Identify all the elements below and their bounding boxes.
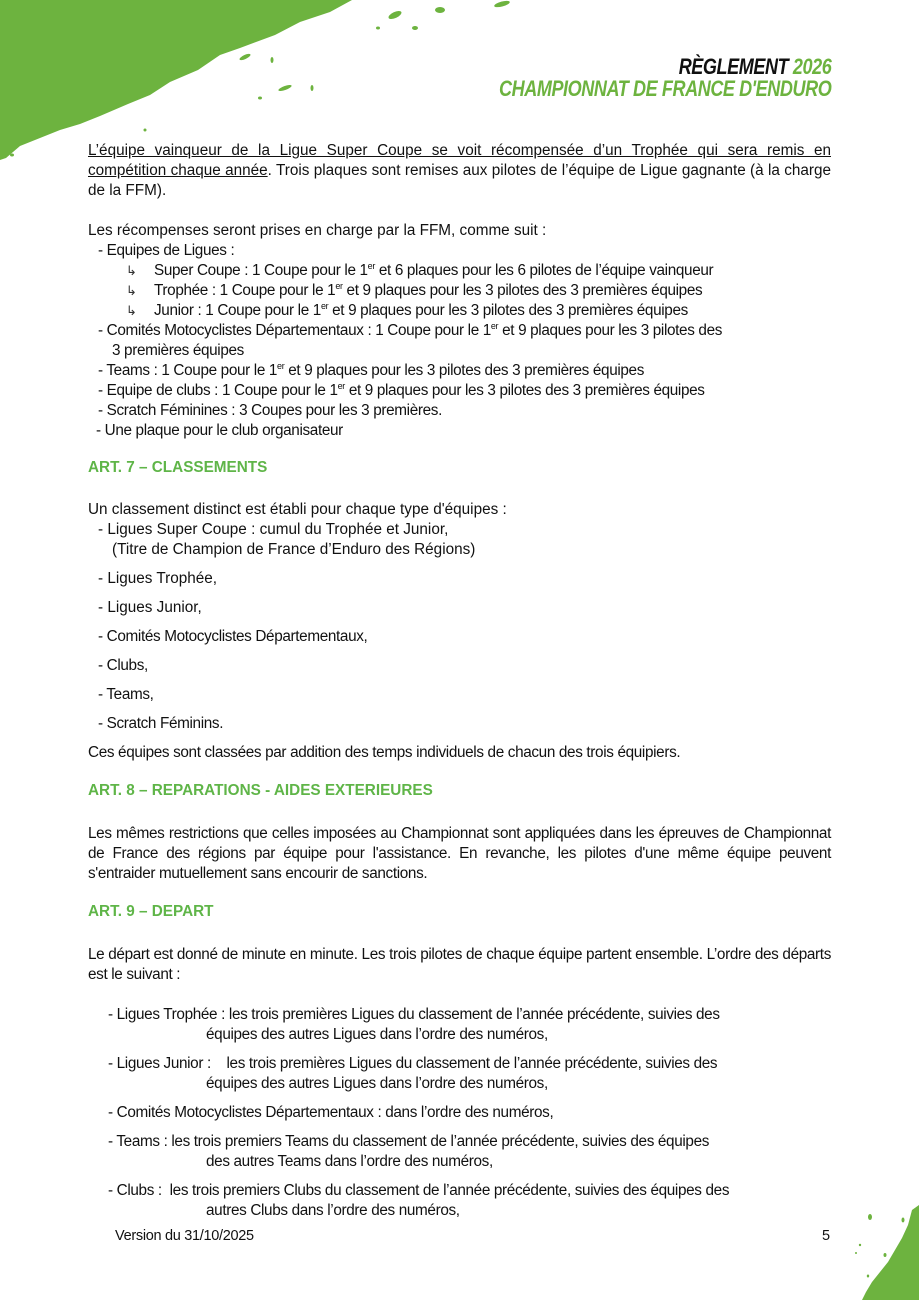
art7-item: - Clubs, [98,657,148,674]
hooked-arrow-icon: ↳ [126,283,137,298]
intro-paragraph [88,141,831,201]
footer-version: Version du 31/10/2025 [115,1228,254,1244]
art8-heading: ART. 8 – REPARATIONS - AIDES EXTERIEURES [88,782,433,799]
intro-rest: . Trois plaques sont remises aux pilotes de l’équipe de Ligue gagnante (à la charge de la FFM). [88,162,832,199]
hooked-arrow-icon: ↳ [126,303,137,318]
document-body [88,141,831,1221]
rewards-clubs: - Equipe de clubs : 1 Coupe pour le 1er et 9 plaques pour les 3 pilotes des 3 premières équipes [98,381,705,399]
art7-item: - Ligues Super Coupe : cumul du Trophée et Junior, [98,521,449,538]
art7-lead: Un classement distinct est établi pour chaque type d'équipes : [88,501,507,518]
art7-item: - Teams, [98,686,154,703]
art7-closing: Ces équipes sont classées par addition des temps individuels de chacun des trois équipiers. [88,744,681,761]
start-order-item: - Ligues Junior : les trois premières Ligues du classement de l’année précédente, suivies des équipes des autres Ligues dans l’ordre des numéros, [108,1055,718,1092]
art7-item: - Scratch Féminins. [98,715,224,732]
art7-item: - Comités Motocyclistes Départementaux, [98,628,368,645]
rewards-feminines: - Scratch Féminines : 3 Coupes pour les 3 premières. [98,402,442,419]
rewards-comites-cont: 3 premières équipes [112,342,244,359]
start-order-item: - Ligues Trophée : les trois premières Ligues du classement de l’année précédente, suivies des équipes des autres Ligues dans l’ordre des numéros, [108,1006,720,1043]
rewards-lead: Les récompenses seront prises en charge par la FFM, comme suit : [88,222,547,239]
art7-item-cont: (Titre de Champion de France d’Enduro des Régions) [112,541,476,558]
art8-body: Les mêmes restrictions que celles imposées au Championnat sont appliquées dans les épreuves de Championnat de France des régions par équipe pour l'assistance. En revanche, les pilotes d'une même équipe peuvent s'entraider mutuellement sans encourir de sanctions. [88,825,831,882]
rewards-organisateur: - Une plaque pour le club organisateur [96,422,343,439]
rewards-ligues-item: ↳ Super Coupe : 1 Coupe pour le 1er et 6 plaques pour les 6 pilotes de l’équipe vainqueur [126,261,714,279]
footer-page-number: 5 [822,1228,831,1244]
art9-heading: ART. 9 – DEPART [88,903,214,920]
rewards-teams: - Teams : 1 Coupe pour le 1er et 9 plaques pour les 3 pilotes des 3 premières équipes [98,361,645,379]
rewards-ligues-item: ↳ Junior : 1 Coupe pour le 1er et 9 plaques pour les 3 pilotes des 3 premières équipes [126,301,688,319]
green-splash-bottom-right [840,1200,919,1300]
rewards-ligues-item: ↳ Trophée : 1 Coupe pour le 1er et 9 plaques pour les 3 pilotes des 3 premières équipes [126,281,703,299]
art9-body: Le départ est donné de minute en minute. Les trois pilotes de chaque équipe partent ensemble. L’ordre des départs est le suivant : [88,946,831,983]
document-header-title [499,56,831,100]
art7-item: - Ligues Trophée, [98,570,218,587]
header-reglement: RÈGLEMENT [678,54,788,79]
rewards-ligues-label: - Equipes de Ligues : [98,242,235,259]
art7-item: - Ligues Junior, [98,599,202,616]
art7-heading: ART. 7 – CLASSEMENTS [88,459,268,476]
header-year: 2026 [792,54,831,79]
start-order-item: - Comités Motocyclistes Départementaux : dans l’ordre des numéros, [108,1104,554,1121]
hooked-arrow-icon: ↳ [126,263,137,278]
rewards-comites: - Comités Motocyclistes Départementaux : 1 Coupe pour le 1er et 9 plaques pour les 3 pilotes des [98,321,723,339]
start-order-item: - Teams : les trois premiers Teams du classement de l’année précédente, suivies des équipes des autres Teams dans l’ordre des numéros, [108,1133,710,1170]
intro-underlined: L’équipe vainqueur de la Ligue Super Coupe se voit récompensée d’un Trophée qui sera remis en compétition chaque année [88,142,831,179]
header-championship: CHAMPIONNAT DE FRANCE D'ENDURO [498,76,831,101]
start-order-item: - Clubs : les trois premiers Clubs du classement de l’année précédente, suivies des équipes des autres Clubs dans l’ordre des numéros, [108,1182,730,1219]
